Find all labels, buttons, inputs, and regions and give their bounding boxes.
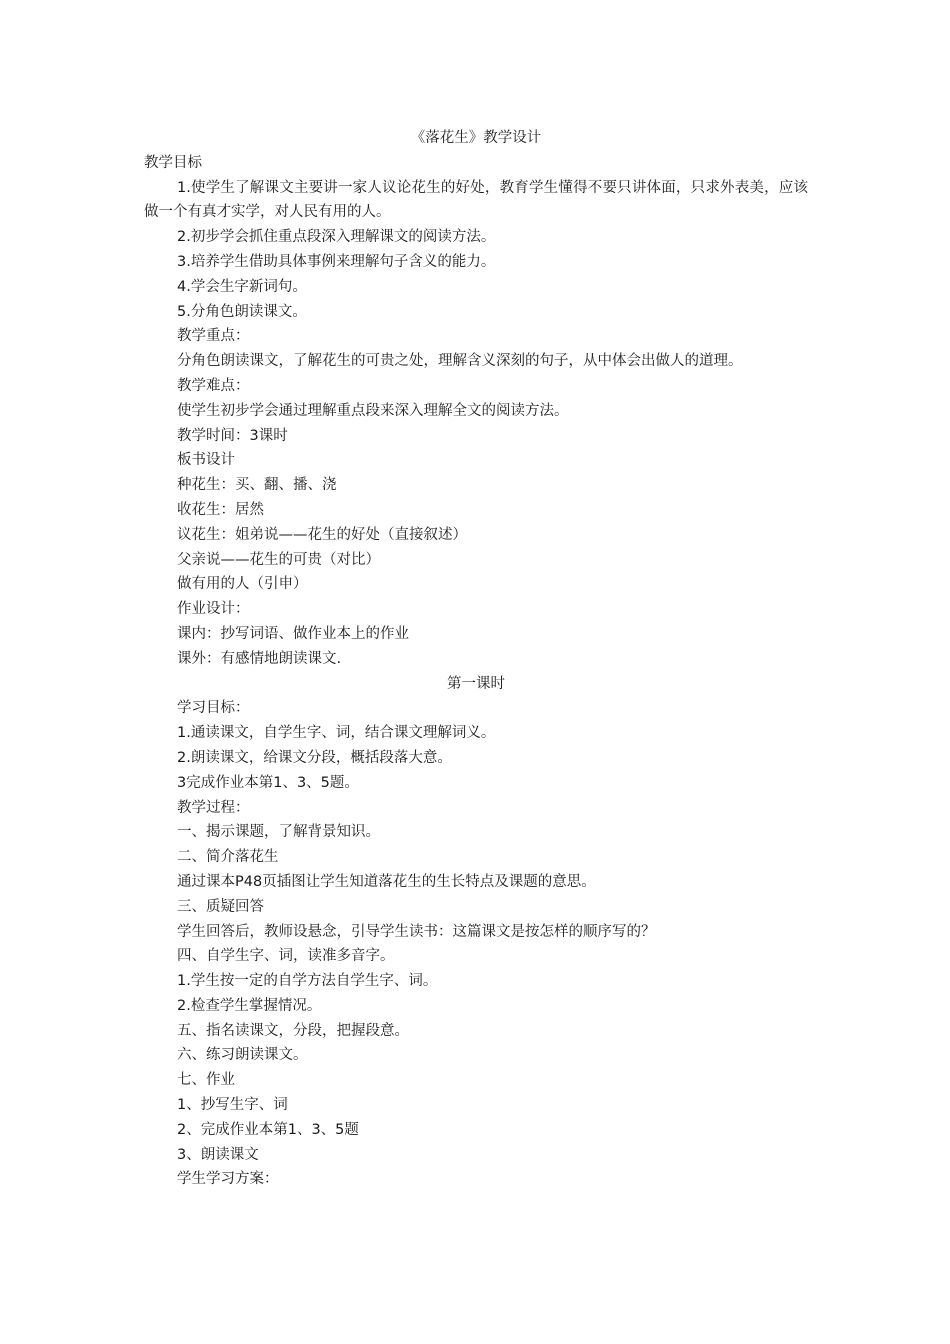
lesson1-goal-item: 1.通读课文，自学生字、词，结合课文理解词义。 (177, 725, 496, 742)
board-item: 种花生：买、翻、播、浇 (177, 477, 337, 494)
difficulty-text: 使学生初步学会通过理解重点段来深入理解全文的阅读方法。 (177, 402, 569, 419)
lesson1-goal-item: 3完成作业本第1、3、5题。 (177, 774, 359, 791)
document-title: 《落花生》教学设计 (410, 130, 542, 146)
board-item: 父亲说——花生的可贵（对比） (177, 551, 380, 568)
board-item: 议花生：姐弟说——花生的好处（直接叙述） (177, 526, 467, 543)
process-step: 1.学生按一定的自学方法自学生字、词。 (177, 973, 438, 990)
goal-item: 3.培养学生借助具体事例来理解句子含义的能力。 (177, 253, 496, 270)
process-step: 四、自学生字、词，读准多音字。 (177, 948, 395, 965)
homework-heading: 作业设计： (177, 601, 250, 618)
process-step: 七、作业 (177, 1072, 235, 1089)
key-points-heading: 教学重点： (177, 328, 250, 345)
process-step: 2.检查学生掌握情况。 (177, 997, 322, 1014)
process-step: 学生回答后，教师设悬念，引导学生读书：这篇课文是按怎样的顺序写的？ (177, 923, 656, 940)
process-step: 六、练习朗读课文。 (177, 1047, 308, 1064)
board-heading: 板书设计 (177, 452, 235, 469)
lesson1-title: 第一课时 (447, 675, 505, 692)
board-item: 收花生：居然 (177, 501, 264, 518)
process-step: 通过课本P48页插图让学生知道落花生的生长特点及课题的意思。 (177, 873, 596, 890)
process-step: 学生学习方案： (177, 1171, 279, 1188)
homework-item: 课内：抄写词语、做作业本上的作业 (177, 625, 409, 642)
goal-item: 4.学会生字新词句。 (177, 278, 307, 295)
homework-item: 课外：有感情地朗读课文. (177, 650, 342, 667)
process-step: 五、指名读课文，分段，把握段意。 (177, 1022, 409, 1039)
process-step: 三、质疑回答 (177, 898, 264, 915)
process-step: 1、抄写生字、词 (177, 1097, 288, 1114)
process-heading: 教学过程： (177, 799, 250, 816)
teaching-time: 教学时间：3课时 (177, 427, 288, 444)
goals-heading: 教学目标 (144, 154, 202, 171)
key-points-text: 分角色朗读课文，了解花生的可贵之处，理解含义深刻的句子，从中体会出做人的道理。 (177, 353, 743, 370)
goal-item: 2.初步学会抓住重点段深入理解课文的阅读方法。 (177, 229, 496, 246)
lesson1-goal-item: 2.朗读课文，给课文分段，概括段落大意。 (177, 749, 452, 766)
board-item: 做有用的人（引申） (177, 576, 308, 593)
process-step: 一、揭示课题，了解背景知识。 (177, 824, 380, 841)
process-step: 2、完成作业本第1、3、5题 (177, 1121, 359, 1138)
difficulty-heading: 教学难点： (177, 377, 250, 394)
process-step: 3、朗读课文 (177, 1146, 259, 1163)
goal-item: 5.分角色朗读课文。 (177, 303, 307, 320)
document-body (144, 126, 808, 1192)
process-step: 二、简介落花生 (177, 849, 279, 866)
goal-item: 1.使学生了解课文主要讲一家人议论花生的好处，教育学生懂得不要只讲体面，只求外表美，应该做一个有真才实学，对人民有用的人。 (144, 179, 808, 221)
lesson1-goals-heading: 学习目标： (177, 700, 250, 717)
